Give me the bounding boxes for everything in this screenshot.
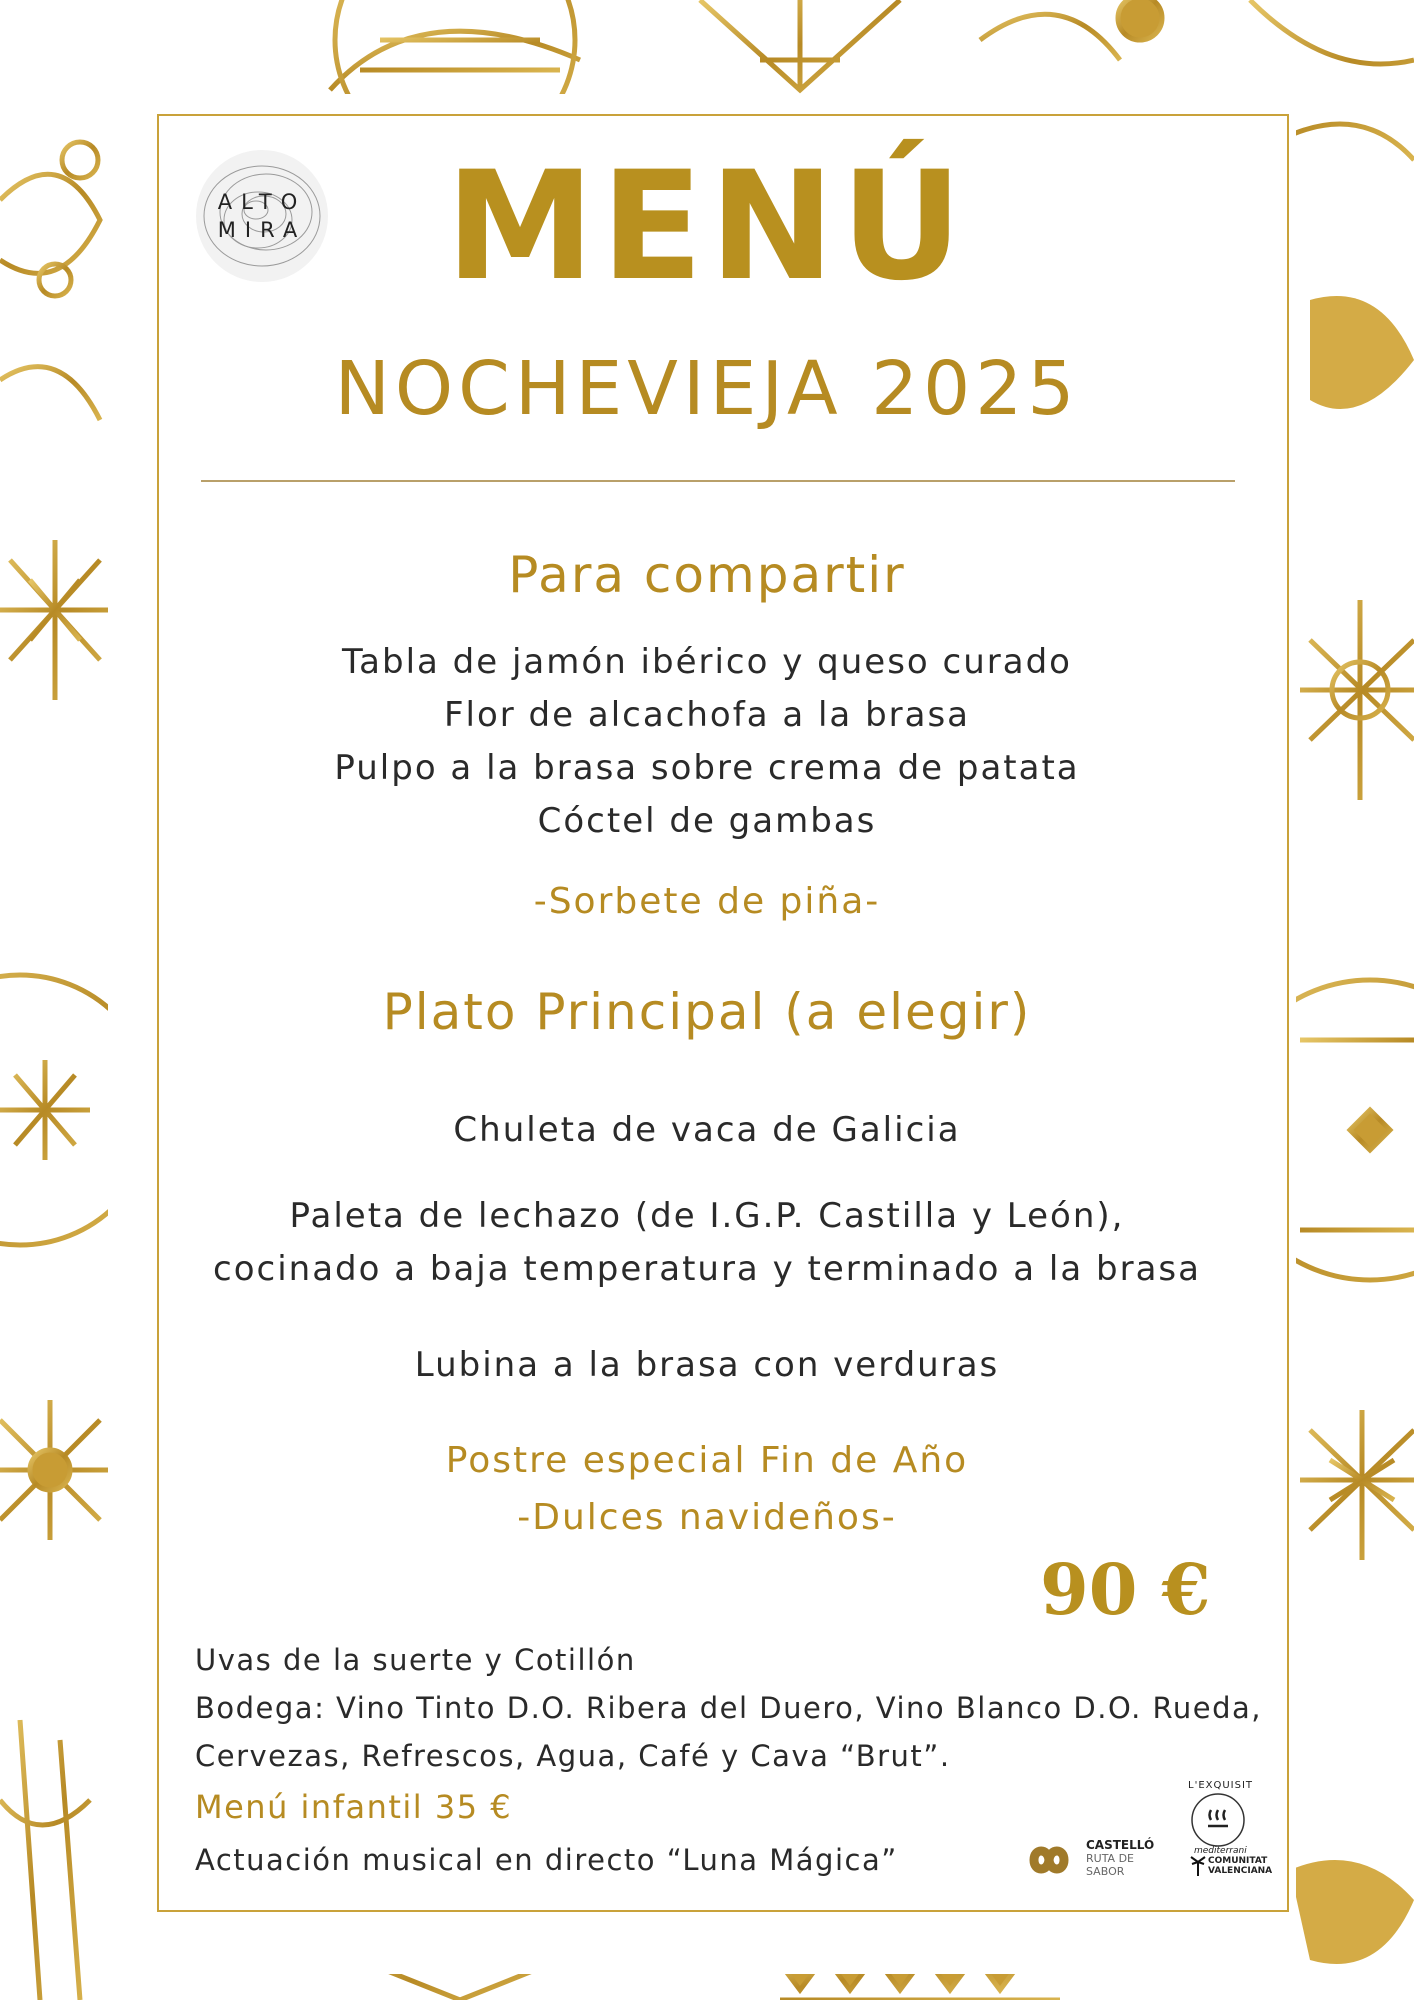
sorbet-note: -Sorbete de piña- bbox=[533, 881, 881, 922]
palm-icon bbox=[1190, 1854, 1206, 1876]
lexquisit-mediterrani-logo bbox=[1180, 1782, 1256, 1858]
lexquisit-text: L'EXQUISIT bbox=[1188, 1780, 1254, 1791]
list-item: Flor de alcachofa a la brasa bbox=[443, 695, 971, 735]
menu-title: MENÚ bbox=[445, 140, 969, 314]
valenciana-text: VALENCIANA bbox=[1208, 1866, 1273, 1876]
ruta-text: RUTA DE bbox=[1086, 1852, 1135, 1865]
kids-menu-price: Menú infantil 35 € bbox=[195, 1788, 513, 1826]
logo-line-1: ALTO bbox=[217, 190, 307, 214]
footer-music: Actuación musical en directo “Luna Mágica” bbox=[195, 1843, 898, 1877]
menu-price: 90 € bbox=[1040, 1548, 1211, 1631]
main-item-2-line-1: Paleta de lechazo (de I.G.P. Castilla y León), bbox=[289, 1196, 1125, 1236]
divider bbox=[201, 480, 1235, 482]
share-items-list bbox=[0, 636, 1414, 848]
dessert-line-2: -Dulces navideños- bbox=[517, 1497, 897, 1538]
footer-line-3: Cervezas, Refrescos, Agua, Café y Cava “Brut”. bbox=[195, 1739, 951, 1773]
main-item-1: Chuleta de vaca de Galicia bbox=[453, 1110, 961, 1150]
list-item: Pulpo a la brasa sobre crema de patata bbox=[334, 748, 1080, 788]
dessert-line-1: Postre especial Fin de Año bbox=[445, 1440, 969, 1481]
main-item-3: Lubina a la brasa con verduras bbox=[414, 1345, 1000, 1385]
section-heading-main: Plato Principal (a elegir) bbox=[382, 983, 1032, 1041]
menu-subtitle: NOCHEVIEJA 2025 bbox=[334, 346, 1080, 432]
footer-line-1: Uvas de la suerte y Cotillón bbox=[195, 1643, 636, 1677]
infinity-icon bbox=[1018, 1840, 1080, 1880]
castello-text: CASTELLÓ bbox=[1086, 1838, 1155, 1852]
sabor-text: SABOR bbox=[1086, 1865, 1125, 1878]
comunitat-text: COMUNITAT bbox=[1208, 1856, 1268, 1866]
list-item: Cóctel de gambas bbox=[537, 801, 877, 841]
logo-line-2: MIRA bbox=[217, 218, 307, 242]
section-heading-share: Para compartir bbox=[508, 546, 906, 604]
mediterrani-text: mediterrani bbox=[1194, 1846, 1247, 1856]
main-item-2-line-2: cocinado a baja temperatura y terminado a la brasa bbox=[213, 1249, 1201, 1289]
list-item: Tabla de jamón ibérico y queso curado bbox=[342, 642, 1072, 682]
footer-line-2: Bodega: Vino Tinto D.O. Ribera del Duero, Vino Blanco D.O. Rueda, bbox=[195, 1691, 1263, 1725]
